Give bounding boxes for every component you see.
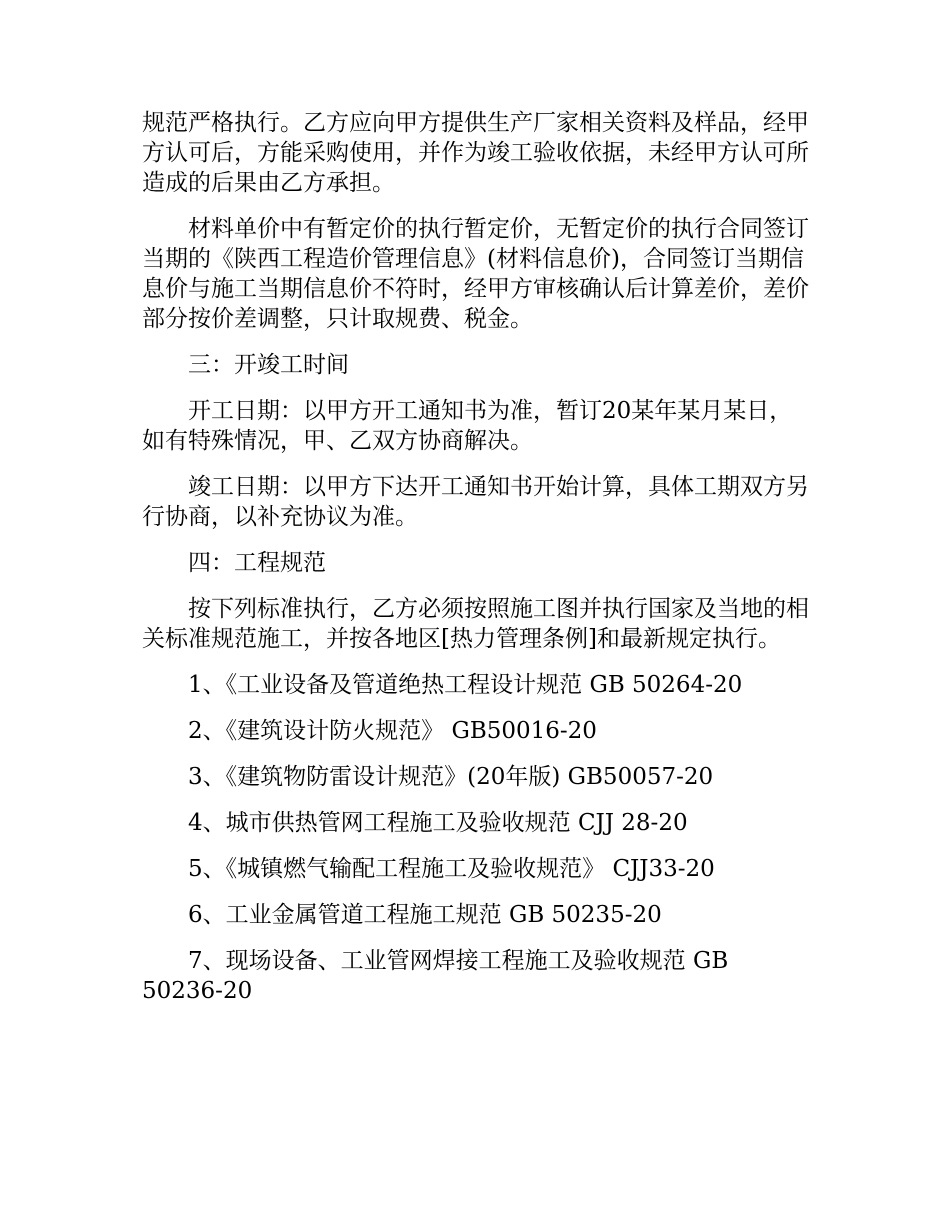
paragraph-material-pricing: 材料单价中有暂定价的执行暂定价，无暂定价的执行合同签订当期的《陕西工程造价管理信息》(材料信息价)，合同签订当期信息价与施工当期信息价不符时，经甲方审核确认后计算差价，差价部分按价差调整，只计取规费、税金。 [142, 216, 809, 332]
paragraph-material-compliance: 规范严格执行。乙方应向甲方提供生产厂家相关资料及样品，经甲方认可后，方能采购使用，并作为竣工验收依据，未经甲方认可所造成的后果由乙方承担。 [142, 110, 809, 196]
standard-item-1: 1、《工业设备及管道绝热工程设计规范 GB 50264-20 [188, 672, 743, 698]
standard-item-6: 6、工业金属管道工程施工规范 GB 50235-20 [188, 902, 662, 928]
paragraph-start-date: 开工日期：以甲方开工通知书为准，暂订20某年某月某日，如有特殊情况，甲、乙双方协商解决。 [142, 398, 793, 454]
standard-item-5: 5、《城镇燃气输配工程施工及验收规范》 CJJ33-20 [188, 856, 715, 882]
paragraph-standards-intro: 按下列标准执行，乙方必须按照施工图并执行国家及当地的相关标准规范施工，并按各地区[热力管理条例]和最新规定执行。 [142, 596, 809, 652]
paragraph-completion-date: 竣工日期：以甲方下达开工通知书开始计算，具体工期双方另行协商，以补充协议为准。 [142, 474, 809, 530]
section-heading-specifications: 四：工程规范 [188, 550, 326, 576]
section-heading-schedule: 三：开竣工时间 [188, 352, 349, 378]
standard-item-7: 7、现场设备、工业管网焊接工程施工及验收规范 GB 50236-20 [142, 948, 729, 1004]
standard-item-3: 3、《建筑物防雷设计规范》(20年版) GB50057-20 [188, 764, 714, 790]
standard-item-2: 2、《建筑设计防火规范》 GB50016-20 [188, 718, 597, 744]
standard-item-4: 4、城市供热管网工程施工及验收规范 CJJ 28-20 [188, 810, 688, 836]
document-body [142, 108, 814, 1022]
